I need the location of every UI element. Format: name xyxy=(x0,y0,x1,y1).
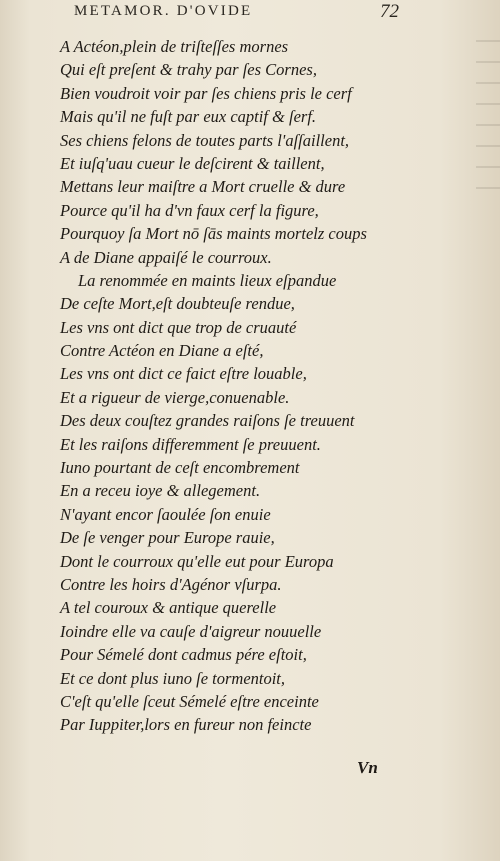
verse-line: Iuno pourtant de ceſt encombrement xyxy=(60,458,300,478)
verse-line: Bien voudroit voir par ſes chiens pris le cerf xyxy=(60,83,352,103)
verse-line: Et ce dont plus iuno ſe tormentoit, xyxy=(60,668,286,688)
verse-line: A Actéon,plein de triſteſſes mornes xyxy=(60,37,289,56)
verse-line: A de Diane appaiſé le courroux. xyxy=(60,247,272,267)
verse-line: Contre Actéon en Diane a eſté, xyxy=(60,341,264,361)
verse-line: Les vns ont dict que trop de cruauté xyxy=(60,317,297,337)
verse-line: Pource qu'il ha d'vn faux cerf la figure, xyxy=(60,200,319,220)
verse-line: La renommée en maints lieux eſpandue xyxy=(78,270,337,290)
verse-line: Pour Sémelé dont cadmus pére eſtoit, xyxy=(60,645,307,665)
verse-line: Dont le courroux qu'elle eut pour Europa xyxy=(60,551,334,571)
verse-line: Mais qu'il ne fuſt par eux captif & ſerf. xyxy=(60,107,317,127)
verse-line: De ceſte Mort,eſt doubteuſe rendue, xyxy=(60,294,295,314)
page-header xyxy=(0,3,500,29)
verse-line: Les vns ont dict ce faict eſtre louable, xyxy=(60,364,307,384)
verse-line: C'eſt qu'elle ſceut Sémelé eſtre enceinte xyxy=(60,691,319,711)
verse-line: Pourquoy ſa Mort nō ſās maints mortelz coups xyxy=(60,224,367,244)
catchword: Vn xyxy=(357,758,378,777)
page-number: 72 xyxy=(380,1,399,22)
verse-line: N'ayant encor ſaoulée ſon enuie xyxy=(60,504,271,524)
verse-line: Ses chiens felons de toutes parts l'aſſaillent, xyxy=(60,130,350,150)
verse-text-block xyxy=(60,35,480,737)
verse-line: De ſe venger pour Europe rauie, xyxy=(60,528,275,548)
verse-line: Et iuſq'uau cueur le deſcirent & taillent, xyxy=(60,153,325,173)
verse-line: Mettans leur maiſtre a Mort cruelle & dure xyxy=(60,177,346,197)
verse-line: Contre les hoirs d'Agénor vſurpa. xyxy=(60,574,282,594)
verse-line: Des deux couſtez grandes raiſons ſe treuuent xyxy=(60,411,355,431)
verse-line: En a receu ioye & allegement. xyxy=(60,481,261,501)
verse-line: Qui eſt preſent & trahy par ſes Cornes, xyxy=(60,60,317,80)
verse-line: Et les raiſons differemment ſe preuuent. xyxy=(60,434,321,454)
verse-line: A tel couroux & antique querelle xyxy=(60,598,277,618)
verse-line: Ioindre elle va cauſe d'aigreur nouuelle xyxy=(60,621,322,641)
verse-line: Et a rigueur de vierge,conuenable. xyxy=(60,387,290,407)
verse-line: Par Iuppiter,lors en fureur non feincte xyxy=(60,715,312,735)
running-head: METAMOR. D'OVIDE xyxy=(74,3,253,19)
